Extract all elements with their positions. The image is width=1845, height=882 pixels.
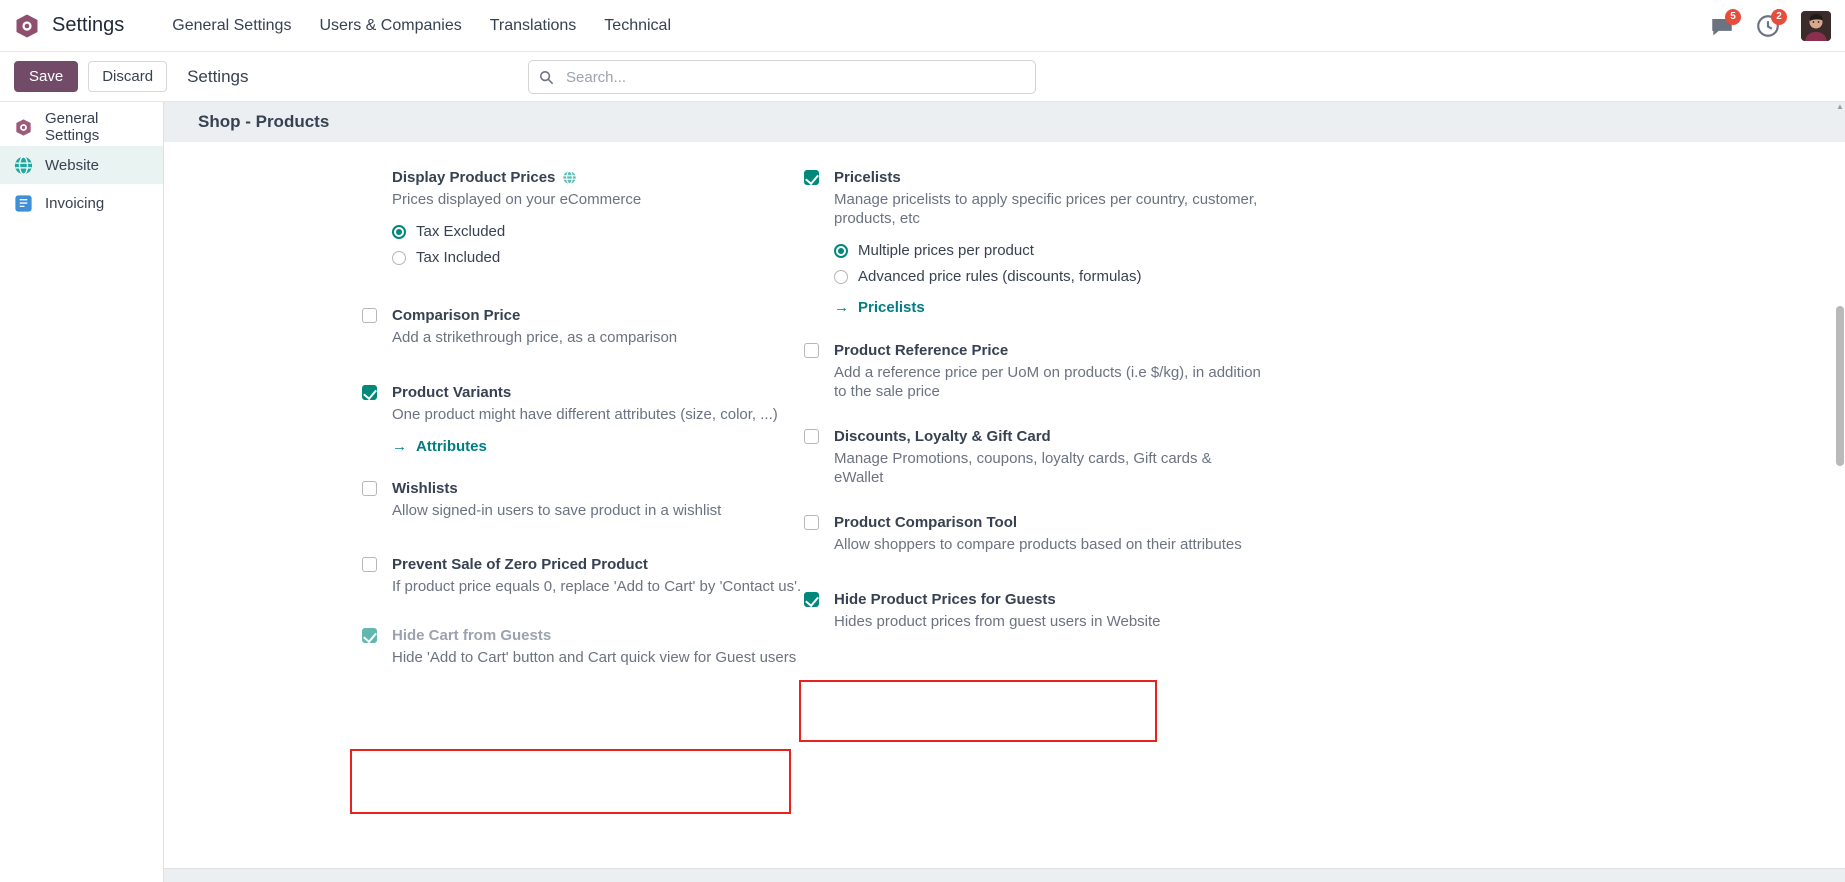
highlight-box-hide-cart-from-guests	[350, 749, 791, 814]
settings-gear-icon	[12, 116, 34, 138]
arrow-right-icon: →	[834, 299, 849, 316]
bottom-section-divider	[164, 868, 1845, 882]
hide-cart-from-guests-checkbox[interactable]	[362, 628, 377, 643]
setting-display-product-prices	[362, 168, 804, 275]
comparison-price-checkbox[interactable]	[362, 308, 377, 323]
setting-description: Manage pricelists to apply specific prices per country, customer, products, etc	[834, 191, 1258, 227]
radio-tax-included[interactable]	[392, 249, 804, 266]
setting-description: If product price equals 0, replace 'Add to Cart' by 'Contact us'.	[392, 578, 802, 595]
setting-description: Allow signed-in users to save product in a wishlist	[392, 502, 722, 519]
radio-indicator[interactable]	[392, 251, 406, 265]
link-label: Attributes	[416, 438, 487, 455]
discounts-loyalty-checkbox[interactable]	[804, 429, 819, 444]
setting-hide-cart-from-guests	[362, 626, 804, 667]
product-comparison-tool-checkbox[interactable]	[804, 515, 819, 530]
sidebar-item-invoicing[interactable]	[0, 184, 163, 222]
attributes-link[interactable]	[392, 438, 804, 455]
setting-title: Hide Cart from Guests	[392, 627, 552, 644]
setting-title: Pricelists	[834, 169, 901, 186]
setting-discounts-loyalty-gift-card	[804, 427, 1264, 487]
setting-product-reference-price	[804, 341, 1264, 401]
setting-description: Add a reference price per UoM on products (i.e $/kg), in addition to the sale price	[834, 364, 1261, 400]
tax-display-radio-group	[392, 223, 804, 266]
radio-indicator[interactable]	[834, 244, 848, 258]
sidebar-item-label: Website	[45, 156, 99, 174]
setting-description: Hides product prices from guest users in Website	[834, 613, 1161, 630]
messages-badge: 5	[1725, 9, 1741, 25]
setting-description: Allow shoppers to compare products based on their attributes	[834, 536, 1242, 553]
radio-label: Advanced price rules (discounts, formulas)	[858, 268, 1142, 285]
setting-hide-product-prices-for-guests	[804, 590, 1264, 631]
arrow-right-icon: →	[392, 438, 407, 455]
radio-label: Tax Included	[416, 249, 501, 266]
setting-product-variants	[362, 383, 804, 455]
setting-product-comparison-tool	[804, 513, 1264, 554]
setting-description: Manage Promotions, coupons, loyalty cards, Gift cards & eWallet	[834, 450, 1212, 486]
prevent-zero-price-checkbox[interactable]	[362, 557, 377, 572]
setting-title: Product Variants	[392, 384, 512, 401]
navbar-right-cluster	[1709, 0, 1831, 52]
sidebar-item-website[interactable]	[0, 146, 163, 184]
menu-translations[interactable]: Translations	[489, 16, 577, 34]
settings-grid	[164, 142, 1845, 698]
menu-technical[interactable]: Technical	[604, 16, 671, 34]
setting-pricelists	[804, 168, 1264, 316]
sidebar-item-label: General Settings	[45, 110, 100, 144]
search-container[interactable]	[528, 60, 1036, 94]
setting-title: Product Comparison Tool	[834, 514, 1018, 531]
spacer	[362, 168, 392, 275]
pricelist-mode-radio-group	[834, 242, 1264, 285]
scroll-up-arrow-icon[interactable]: ▲	[1836, 102, 1844, 111]
app-name: Settings	[52, 14, 125, 36]
vertical-scrollbar[interactable]	[1836, 102, 1844, 882]
avatar-image	[1801, 11, 1831, 41]
setting-description: Hide 'Add to Cart' button and Cart quick view for Guest users	[392, 649, 797, 666]
hide-product-prices-checkbox[interactable]	[804, 592, 819, 607]
radio-advanced-price-rules[interactable]	[834, 268, 1264, 285]
setting-comparison-price	[362, 306, 804, 347]
radio-indicator[interactable]	[392, 225, 406, 239]
globe-icon	[562, 170, 577, 185]
settings-sidebar	[0, 102, 164, 882]
settings-body	[0, 102, 1845, 882]
activities-button[interactable]	[1755, 13, 1781, 39]
setting-description: One product might have different attributes (size, color, ...)	[392, 406, 778, 423]
save-button[interactable]: Save	[14, 61, 78, 92]
setting-wishlists	[362, 479, 804, 520]
setting-title: Hide Product Prices for Guests	[834, 591, 1056, 608]
wishlists-checkbox[interactable]	[362, 481, 377, 496]
radio-tax-excluded[interactable]	[392, 223, 804, 240]
setting-prevent-sale-of-zero-priced-product	[362, 555, 804, 596]
pricelists-link[interactable]	[834, 299, 1264, 316]
link-label: Pricelists	[858, 299, 925, 316]
setting-title-text: Display Product Prices	[392, 169, 556, 186]
setting-title: Product Reference Price	[834, 342, 1009, 359]
settings-column-right	[804, 168, 1264, 698]
activities-badge: 2	[1771, 9, 1787, 25]
search-icon	[539, 70, 554, 85]
setting-title: Discounts, Loyalty & Gift Card	[834, 428, 1051, 445]
scrollbar-thumb[interactable]	[1836, 306, 1844, 466]
radio-indicator[interactable]	[834, 270, 848, 284]
product-reference-price-checkbox[interactable]	[804, 343, 819, 358]
setting-description: Add a strikethrough price, as a comparison	[392, 329, 678, 346]
messages-button[interactable]	[1709, 13, 1735, 39]
radio-label: Tax Excluded	[416, 223, 506, 240]
odoo-logo-icon[interactable]	[14, 13, 40, 39]
section-title: Shop - Products	[164, 102, 1845, 142]
settings-main	[164, 102, 1845, 882]
sidebar-item-general-settings[interactable]	[0, 108, 163, 146]
setting-title: Prevent Sale of Zero Priced Product	[392, 556, 648, 573]
search-input[interactable]	[564, 68, 1025, 87]
invoicing-doc-icon	[12, 192, 34, 214]
setting-title	[392, 168, 804, 187]
pricelists-checkbox[interactable]	[804, 170, 819, 185]
setting-title: Comparison Price	[392, 307, 521, 324]
website-globe-icon	[12, 154, 34, 176]
radio-multiple-prices-per-product[interactable]	[834, 242, 1264, 259]
menu-users-companies[interactable]: Users & Companies	[319, 16, 462, 34]
radio-label: Multiple prices per product	[858, 242, 1034, 259]
product-variants-checkbox[interactable]	[362, 385, 377, 400]
setting-description: Prices displayed on your eCommerce	[392, 191, 642, 208]
control-panel	[0, 52, 1845, 102]
avatar[interactable]	[1801, 11, 1831, 41]
top-navbar	[0, 0, 1845, 52]
settings-column-left	[362, 168, 804, 698]
discard-button[interactable]: Discard	[88, 61, 167, 92]
breadcrumb: Settings	[187, 66, 249, 86]
sidebar-item-label: Invoicing	[45, 194, 105, 212]
menu-general-settings[interactable]: General Settings	[172, 16, 292, 34]
setting-title: Wishlists	[392, 480, 458, 497]
